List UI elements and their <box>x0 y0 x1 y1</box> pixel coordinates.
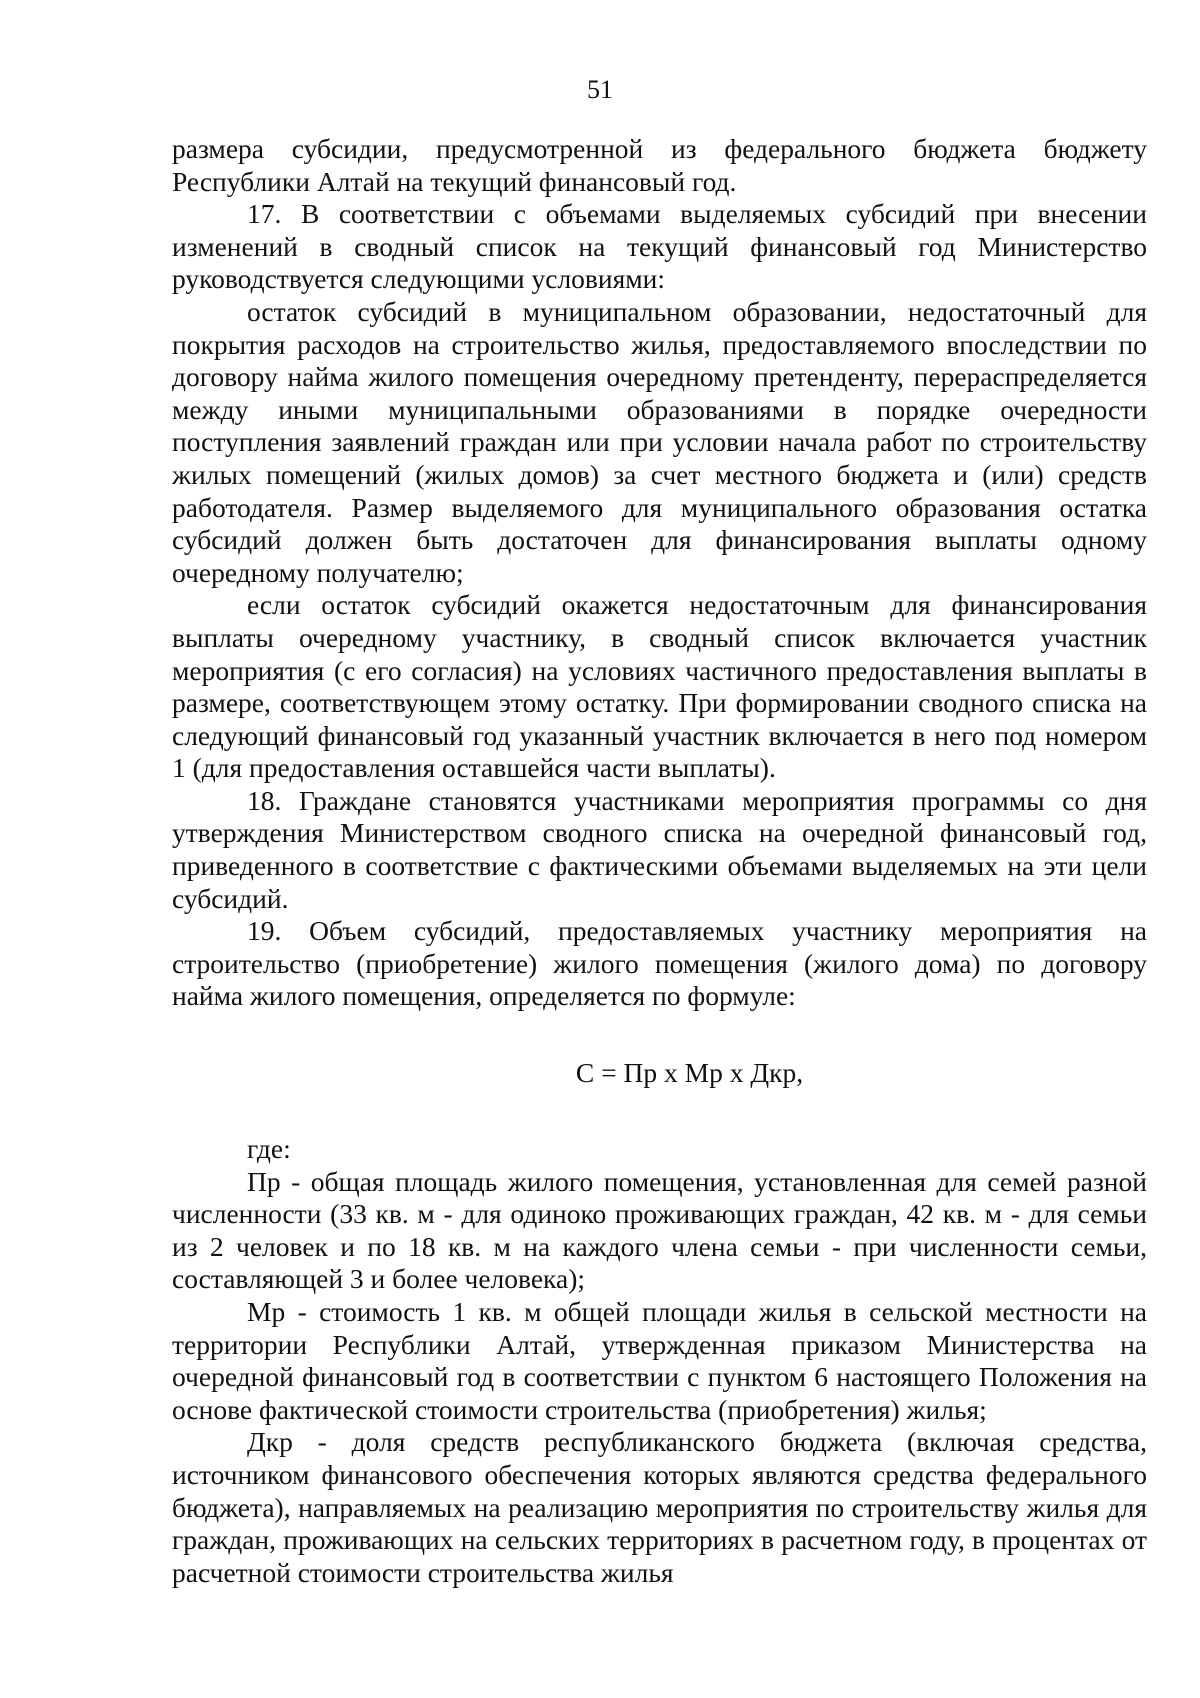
paragraph-condition-1: остаток субсидий в муниципальном образовании, недостаточный для покрытия расходов на строительство жилья, предоставляемого впоследствии по договору найма жилого помещения очередному претенденту, перераспределяется между иными муниципальными образованиями в порядке очередности поступления заявлений граждан или при условии начала работ по строительству жилых помещений (жилых домов) за счет местного бюджета и (или) средств работодателя. Размер выделяемого для муниципального образования остатка субсидий должен быть достаточен для финансирования выплаты одному очередному получателю; <box>172 295 1147 588</box>
paragraph-item-18: 18. Граждане становятся участниками мероприятия программы со дня утверждения Министерством сводного списка на очередной финансовый год, приведенного в соответствие с фактическими объемами выделяемых на эти цели субсидий. <box>172 784 1147 914</box>
subsidy-formula: С = Пр x Мр x Дкр, <box>575 1057 804 1089</box>
paragraph-continuation: размера субсидии, предусмотренной из федерального бюджета бюджету Республики Алтай на текущий финансовый год. <box>172 133 1147 197</box>
page-number: 51 <box>587 75 613 104</box>
definition-mr: Мр - стоимость 1 кв. м общей площади жилья в сельской местности на территории Республики Алтай, утвержденная приказом Министерства на очередной финансовый год в соответствии с пунктом 6 настоящего Положения на основе фактической стоимости строительства (приобретения) жилья; <box>172 1296 1147 1425</box>
paragraph-condition-2: если остаток субсидий окажется недостаточным для финансирования выплаты очередному участнику, в сводный список включается участник мероприятия (с его согласия) на условиях частичного предоставления выплаты в размере, соответствующем этому остатку. При формировании сводного списка на следующий финансовый год указанный участник включается в него под номером 1 (для предоставления оставшейся части выплаты). <box>172 589 1147 784</box>
document-body <box>172 133 1147 1589</box>
paragraph-item-17: 17. В соответствии с объемами выделяемых субсидий при внесении изменений в сводный список на текущий финансовый год Министерство руководствуется следующими условиями: <box>172 198 1147 295</box>
formula-where-label: где: <box>247 1133 291 1165</box>
paragraph-item-19: 19. Объем субсидий, предоставляемых участнику мероприятия на строительство (приобретение) жилого помещения (жилого дома) по договору найма жилого помещения, определяется по формуле: <box>172 915 1147 1012</box>
definition-dkr: Дкр - доля средств республиканского бюджета (включая средства, источником финансового обеспечения которых являются средства федерального бюджета), направляемых на реализацию мероприятия по строительству жилья для граждан, проживающих на сельских территориях в расчетном году, в процентах от расчетной стоимости строительства жилья <box>172 1426 1147 1588</box>
definition-pr: Пр - общая площадь жилого помещения, установленная для семей разной численности (33 кв. м - для одиноко проживающих граждан, 42 кв. м - для семьи из 2 человек и по 18 кв. м на каждого члена семьи - при численности семьи, составляющей 3 и более человека); <box>172 1165 1147 1295</box>
